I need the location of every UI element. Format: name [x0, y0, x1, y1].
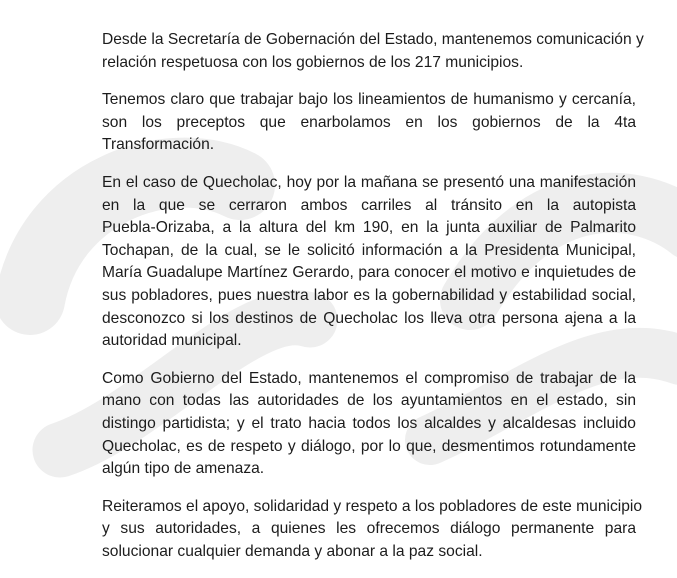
- text-line: distingo partidista; y el trato hacia todos los alcaldes y alcaldesas incluido: [102, 414, 636, 432]
- text-line: sus pobladores, pues nuestra labor es la gobernabilidad y estabilidad social,: [102, 286, 636, 304]
- text-line: Desde la Secretaría de Gobernación del Estado, mantenemos comunicación y: [102, 31, 644, 48]
- paragraph: [102, 368, 636, 481]
- text-line: relación respetuosa con los gobiernos de los 217 municipios.: [102, 53, 524, 71]
- text-line: Transformación.: [102, 136, 215, 154]
- text-line: son los preceptos que enarbolamos en los gobiernos de la 4ta: [102, 113, 636, 131]
- text-line: Reiteramos el apoyo, solidaridad y respeto a los pobladores de este municipio: [102, 497, 643, 515]
- paragraph: [102, 89, 636, 157]
- text-line: y sus autoridades, a quienes les ofrecemos diálogo permanente para: [102, 520, 636, 538]
- text-line: en la que se cerraron ambos carriles al tránsito en la autopista: [102, 196, 636, 214]
- text-line: Quecholac, es de respeto y diálogo, por lo que, desmentimos rotundamente: [102, 437, 636, 455]
- text-line: En el caso de Quecholac, hoy por la mañana se presentó una manifestación: [102, 173, 636, 191]
- paragraph: [102, 29, 644, 74]
- text-line: Tochapan, de la cual, se le solicitó información a la Presidenta Municipal,: [102, 241, 636, 259]
- paragraph: [102, 172, 636, 353]
- text-line: solucionar cualquier demanda y abonar a la paz social.: [102, 542, 483, 560]
- text-line: María Guadalupe Martínez Gerardo, para conocer el motivo e inquietudes de: [102, 264, 636, 282]
- statement-body: [102, 29, 644, 578]
- text-line: algún tipo de amenaza.: [102, 460, 265, 478]
- text-line: autoridad municipal.: [102, 332, 242, 350]
- paragraph: [102, 496, 643, 564]
- text-line: desconozco si los destinos de Quecholac los lleva otra persona ajena a la: [102, 309, 636, 327]
- text-line: Como Gobierno del Estado, mantenemos el compromiso de trabajar de la: [102, 369, 636, 387]
- text-line: Tenemos claro que trabajar bajo los lineamientos de humanismo y cercanía,: [102, 91, 636, 109]
- text-line: mano con todas las autoridades de los ayuntamientos en el estado, sin: [102, 392, 636, 410]
- text-line: Puebla-Orizaba, a la altura del km 190, en la junta auxiliar de Palmarito: [102, 219, 636, 237]
